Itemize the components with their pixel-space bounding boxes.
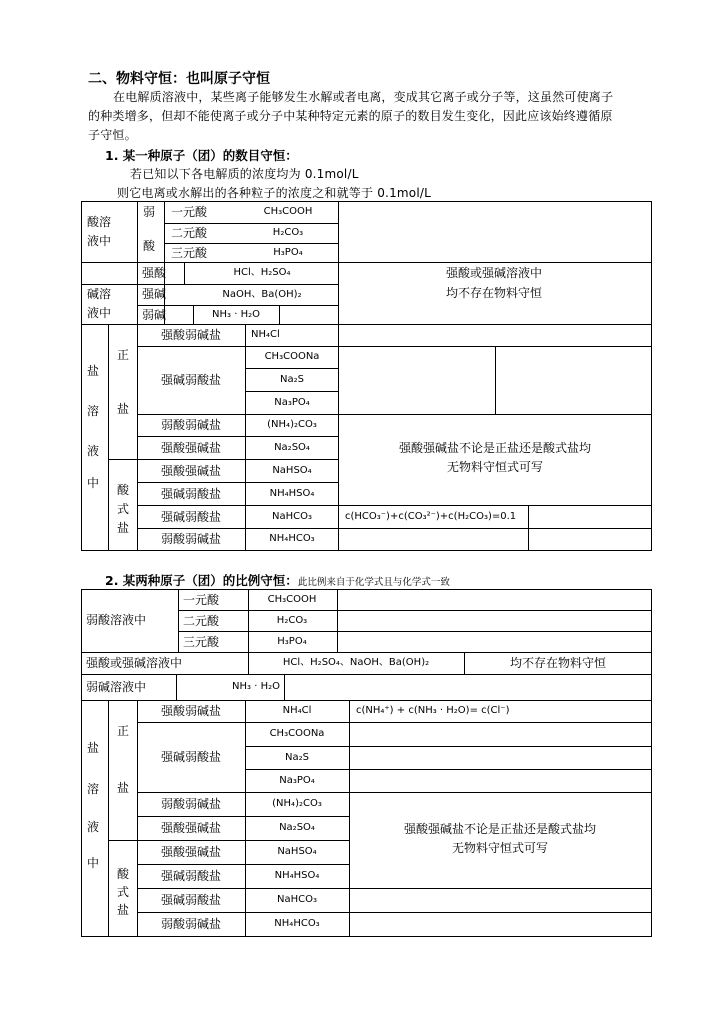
t2-di: 二元酸 [183, 614, 220, 628]
t2-row-sbwa-2: 强碱弱酸盐 [160, 869, 222, 883]
part1-line-2: 则它电离或水解出的各种粒子的浓度之和就等于 0.1mol/L [117, 186, 431, 200]
t2-nh42co3: (NH₄)₂CO₃ [272, 798, 322, 809]
t1-row-sasb-2: 强酸强碱盐 [160, 464, 222, 478]
t1-acid-char: 酸 [142, 239, 156, 253]
t2-row-sasb: 强酸强碱盐 [160, 821, 222, 835]
t1-nh42co3: (NH₄)₂CO₃ [267, 419, 317, 430]
t2-strong-f: HCl、H₂SO₄、NaOH、Ba(OH)₂ [282, 657, 430, 668]
t1-nahco3-eq: c(HCO₃⁻)+c(CO₃²⁻)+c(H₂CO₃)=0.1 [345, 511, 517, 522]
t2-salt-2: 溶 [86, 782, 99, 796]
t1-ch3cooh: CH₃COOH [263, 206, 313, 217]
intro-line-1: 在电解质溶液中，某些离子能够发生水解或者电离，变成其它离子或分子等，这虽然可使离子 [113, 90, 614, 104]
t2-weak-acid-sol: 弱酸溶液中 [86, 613, 147, 627]
t1-salt-note-1: 强酸强碱盐不论是正盐还是酸式盐均 [398, 441, 592, 455]
t2-nh4hso4: NH₄HSO₄ [274, 870, 320, 881]
t2-row-sbwa: 强碱弱酸盐 [160, 750, 222, 764]
t1-strong-note-2: 均不存在物料守恒 [445, 286, 543, 300]
t2-na2so4: Na₂SO₄ [279, 822, 315, 833]
t2-ch3coona: CH₃COONa [269, 728, 325, 739]
t2-weak-base-sol: 弱碱溶液中 [86, 680, 147, 694]
t1-strong-acid: 强酸 [142, 266, 167, 280]
t1-row-wawb-2: 弱酸弱碱盐 [160, 532, 222, 546]
part2-heading: 2. 某两种原子（团）的比例守恒：此比例来自于化学式且与化学式一致 [105, 573, 450, 588]
t1-row-sbwa-2: 强碱弱酸盐 [160, 487, 222, 501]
t1-nahco3: NaHCO₃ [272, 511, 312, 522]
t2-row-sawb: 强酸弱碱盐 [160, 704, 222, 718]
t1-na2s: Na₂S [280, 374, 304, 385]
t1-base-group-2: 液中 [86, 306, 112, 320]
t1-acidic-3: 盐 [116, 521, 129, 535]
t1-acidic-1: 酸 [116, 483, 129, 497]
part2-heading-note: 此比例来自于化学式且与化学式一致 [297, 577, 450, 588]
t2-salt-4: 中 [86, 856, 99, 870]
t1-row-sbwa-3: 强碱弱酸盐 [160, 510, 222, 524]
t1-nh4hco3: NH₄HCO₃ [269, 533, 315, 544]
part1-line-1: 若已知以下各电解质的浓度均为 0.1mol/L [130, 167, 359, 181]
t2-salt-3: 液 [86, 820, 99, 834]
t1-row-sbwa: 强碱弱酸盐 [160, 373, 222, 387]
t1-nh4cl: NH₄Cl [251, 329, 280, 340]
t2-salt-1: 盐 [86, 741, 99, 755]
t1-salt-3: 液 [86, 444, 99, 458]
t1-salt-note-2: 无物料守恒式可写 [446, 460, 544, 474]
intro-line-2: 的种类增多，但却不能使离子或分子中某种特定元素的原子的数目发生变化，因此应该始终遵循原 [88, 109, 613, 123]
t1-row-wawb: 弱酸弱碱盐 [160, 418, 222, 432]
t1-acid-group-1: 酸溶 [86, 215, 112, 229]
t1-row-sasb: 强酸强碱盐 [160, 441, 222, 455]
t2-acidic-3: 盐 [116, 903, 129, 917]
t2-weak-base-f: NH₃ · H₂O [232, 681, 280, 692]
t1-weak-base-f: NH₃ · H₂O [212, 309, 260, 320]
t1-weak-base: 弱碱 [142, 308, 167, 322]
t2-normal-2: 盐 [116, 781, 129, 795]
t2-strong-note: 均不存在物料守恒 [509, 656, 607, 670]
t2-h2co3: H₂CO₃ [276, 615, 308, 626]
t1-salt-2: 溶 [86, 404, 99, 418]
t1-acidic-2: 式 [116, 502, 129, 516]
t2-row-wawb: 弱酸弱碱盐 [160, 797, 222, 811]
t2-salt-note-1: 强酸强碱盐不论是正盐还是酸式盐均 [403, 822, 597, 836]
t1-nahso4: NaHSO₄ [272, 465, 312, 476]
t2-na2s: Na₂S [285, 752, 309, 763]
t2-acidic-1: 酸 [116, 867, 129, 881]
t1-na2so4: Na₂SO₄ [274, 442, 310, 453]
t2-ch3cooh: CH₃COOH [267, 594, 317, 605]
t2-nh4cl: NH₄Cl [282, 705, 312, 716]
t2-tri: 三元酸 [183, 635, 220, 649]
t1-normal-2: 盐 [116, 402, 129, 416]
t1-h2co3: H₂CO₃ [272, 227, 304, 238]
section-heading: 二、物料守恒：也叫原子守恒 [88, 71, 270, 87]
intro-line-3: 子守恒。 [88, 128, 137, 142]
t2-strong-sol: 强酸或强碱溶液中 [86, 656, 183, 670]
t2-row-sasb-2: 强酸强碱盐 [160, 845, 222, 859]
t2-nh4hco3: NH₄HCO₃ [274, 918, 320, 929]
t2-na3po4: Na₃PO₄ [279, 775, 315, 786]
t1-mono: 一元酸 [171, 205, 208, 219]
t1-normal-1: 正 [116, 348, 129, 362]
t1-strong-note-1: 强酸或强碱溶液中 [445, 266, 543, 280]
t1-base-group-1: 碱溶 [86, 287, 112, 301]
t1-salt-4: 中 [86, 476, 99, 490]
t1-tri: 三元酸 [171, 246, 208, 260]
t1-di: 二元酸 [171, 226, 208, 240]
t1-strong-base: 强碱 [142, 287, 167, 301]
t1-salt-1: 盐 [86, 364, 99, 378]
t1-weak: 弱 [142, 205, 156, 219]
t2-normal-1: 正 [116, 724, 129, 738]
t2-h3po4: H₃PO₄ [277, 636, 307, 647]
t2-nahso4: NaHSO₄ [277, 846, 317, 857]
part1-heading: 1. 某一种原子（团）的数目守恒： [105, 148, 298, 163]
t1-strong-base-f: NaOH、Ba(OH)₂ [222, 289, 302, 300]
t1-acid-group-2: 液中 [86, 234, 112, 248]
t2-nh4cl-eq: c(NH₄⁺) + c(NH₃ · H₂O)= c(Cl⁻) [356, 705, 510, 716]
t1-strong-acid-f: HCl、H₂SO₄ [233, 267, 291, 278]
t2-row-wawb-2: 弱酸弱碱盐 [160, 917, 222, 931]
t1-nh4hso4: NH₄HSO₄ [269, 488, 315, 499]
t2-salt-note-2: 无物料守恒式可写 [451, 841, 549, 855]
t1-ch3coona: CH₃COONa [264, 351, 320, 362]
t1-na3po4: Na₃PO₄ [274, 397, 310, 408]
t2-mono: 一元酸 [183, 593, 220, 607]
t1-row-sawb: 强酸弱碱盐 [160, 328, 222, 342]
t2-nahco3: NaHCO₃ [277, 894, 317, 905]
t1-h3po4: H₃PO₄ [273, 247, 303, 258]
t2-row-sbwa-3: 强碱弱酸盐 [160, 893, 222, 907]
t2-acidic-2: 式 [116, 885, 129, 899]
